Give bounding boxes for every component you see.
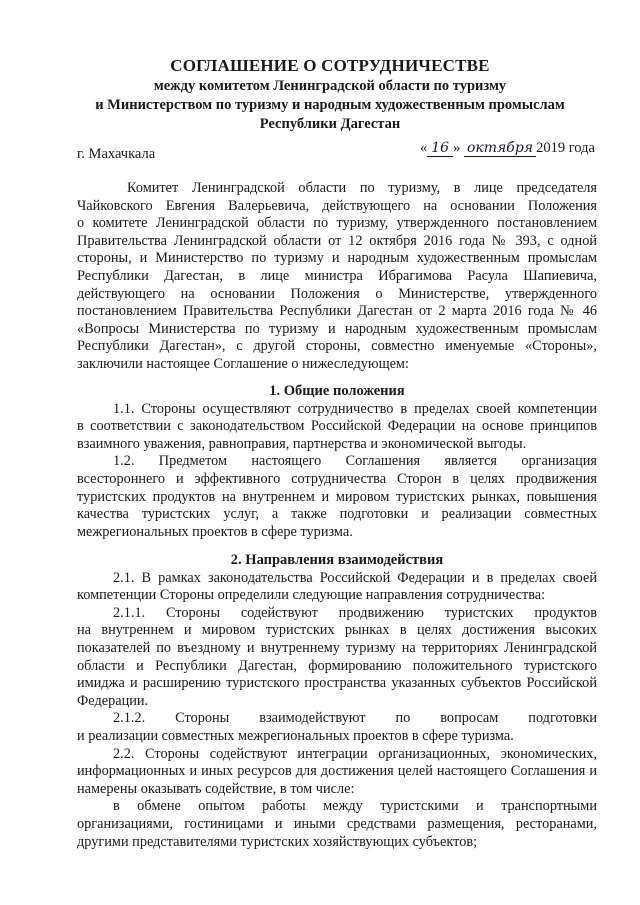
preamble-line: Республики Дагестан, в лице министра Ибрагимова Расула Шапиевича, xyxy=(77,267,597,284)
preamble-line: Комитет Ленинградской области по туризму, в лице председателя xyxy=(127,180,597,196)
preamble-line: о комитете Ленинградской области по туризму, утвержденного постановлением xyxy=(77,215,597,232)
clause-1-1-line: 1.1. Стороны осуществляют сотрудничество в пределах своей компетенции xyxy=(113,400,597,417)
clause-2-1-line: компетенции Стороны определили следующие направления сотрудничества: xyxy=(77,587,546,604)
clause-2-2-line: намерены оказывать содействие, в том числе: xyxy=(77,780,355,797)
preamble-line: стороны, и Министерство по туризму и народным художественным промыслам xyxy=(77,250,597,267)
clause-1-1-line: в соответствии с законодательством Российской Федерации на основе принципов xyxy=(77,418,597,435)
title-line-2: между комитетом Ленинградской области по туризму xyxy=(153,78,507,94)
date-month-handwritten: октября xyxy=(464,140,536,157)
clause-2-1-1-line: области и Республики Дагестан, формированию положительного туристского xyxy=(77,657,597,674)
preamble-line: Правительства Ленинградской области от 12 октября 2016 года № 393, с одной xyxy=(77,232,597,249)
preamble xyxy=(77,180,597,374)
clause-2-1-1-line: имиджа и расширению туристского пространства указанных субъектов Российской xyxy=(77,675,597,692)
title-line-1: СОГЛАШЕНИЕ О СОТРУДНИЧЕСТВЕ xyxy=(170,56,490,75)
date-day-handwritten: 16 xyxy=(427,140,453,157)
document-title xyxy=(60,55,600,134)
clause-2-2-line: информационных и иных ресурсов для достижения целей настоящего Соглашения и xyxy=(77,763,597,780)
clause-2-1-1-line: показателей по въездному и внутреннему туризму на территориях Ленинградской xyxy=(77,639,597,656)
bullet-1-line: организациями, гостиницами и иными средствами размещения, ресторанами, xyxy=(77,815,597,832)
section-2 xyxy=(77,552,597,851)
preamble-line: заключили настоящее Соглашение о нижеследующем: xyxy=(77,355,409,372)
clause-2-2-line: 2.2. Стороны содействуют интеграции организационных, экономических, xyxy=(113,745,597,762)
clause-2-1-1-line: Федерации. xyxy=(77,692,149,709)
date-open-quote: « xyxy=(420,140,428,156)
bullet-1-line: другими представителями туристских хозяйствующих субъектов; xyxy=(77,833,478,850)
signing-date xyxy=(420,140,595,157)
clause-1-1-line: взаимного уважения, равноправия, партнерства и экономической выгоды. xyxy=(77,435,527,452)
clause-1-2-line: всестороннего и эффективного сотрудничества Сторон в целях продвижения xyxy=(77,470,597,487)
preamble-line: действующего на основании Положения о Министерстве, утвержденного xyxy=(77,285,597,302)
title-line-3: и Министерством по туризму и народным художественным промыслам xyxy=(95,97,565,113)
clause-2-1-line: 2.1. В рамках законодательства Российской Федерации и в пределах своей xyxy=(113,569,597,586)
preamble-line: «Вопросы Министерства по туризму и народным художественным промыслам xyxy=(77,320,597,337)
clause-1-2-line: 1.2. Предметом настоящего Соглашения является организация xyxy=(113,453,597,470)
clause-2-1-2-line: и реализации совместных межрегиональных проектов в сфере туризма. xyxy=(77,727,514,744)
place-of-signing: г. Махачкала xyxy=(77,146,156,162)
clause-1-2-line: качества туристских услуг, а также подготовки и реализации совместных xyxy=(77,506,597,523)
preamble-line: Республики Дагестан», с другой стороны, совместно именуемые «Стороны», xyxy=(77,338,597,355)
date-close-quote: » xyxy=(453,140,461,156)
clause-1-2-line: межрегиональных проектов в сфере туризма. xyxy=(77,523,353,540)
preamble-line: постановлением Правительства Республики Дагестан от 2 марта 2016 года № 46 xyxy=(77,303,597,320)
preamble-line: Чайковского Евгения Валерьевича, действующего на основании Положения xyxy=(77,197,597,214)
section-1 xyxy=(77,383,597,541)
section-2-heading: 2. Направления взаимодействия xyxy=(230,552,444,568)
clause-2-1-2-line: 2.1.2. Стороны взаимодействуют по вопросам подготовки xyxy=(113,710,597,727)
date-year: 2019 года xyxy=(536,140,595,156)
clause-1-2-line: туристских продуктов на внутреннем и мировом туристских рынках, повышения xyxy=(77,488,597,505)
bullet-1-line: в обмене опытом работы между туристскими и транспортными xyxy=(113,798,597,815)
section-1-heading: 1. Общие положения xyxy=(269,383,405,399)
clause-2-1-1-line: 2.1.1. Стороны содействуют продвижению туристских продуктов xyxy=(113,604,597,621)
title-line-4: Республики Дагестан xyxy=(259,116,401,132)
clause-2-1-1-line: на внутреннем и мировом туристских рынках в целях достижения высоких xyxy=(77,622,597,639)
